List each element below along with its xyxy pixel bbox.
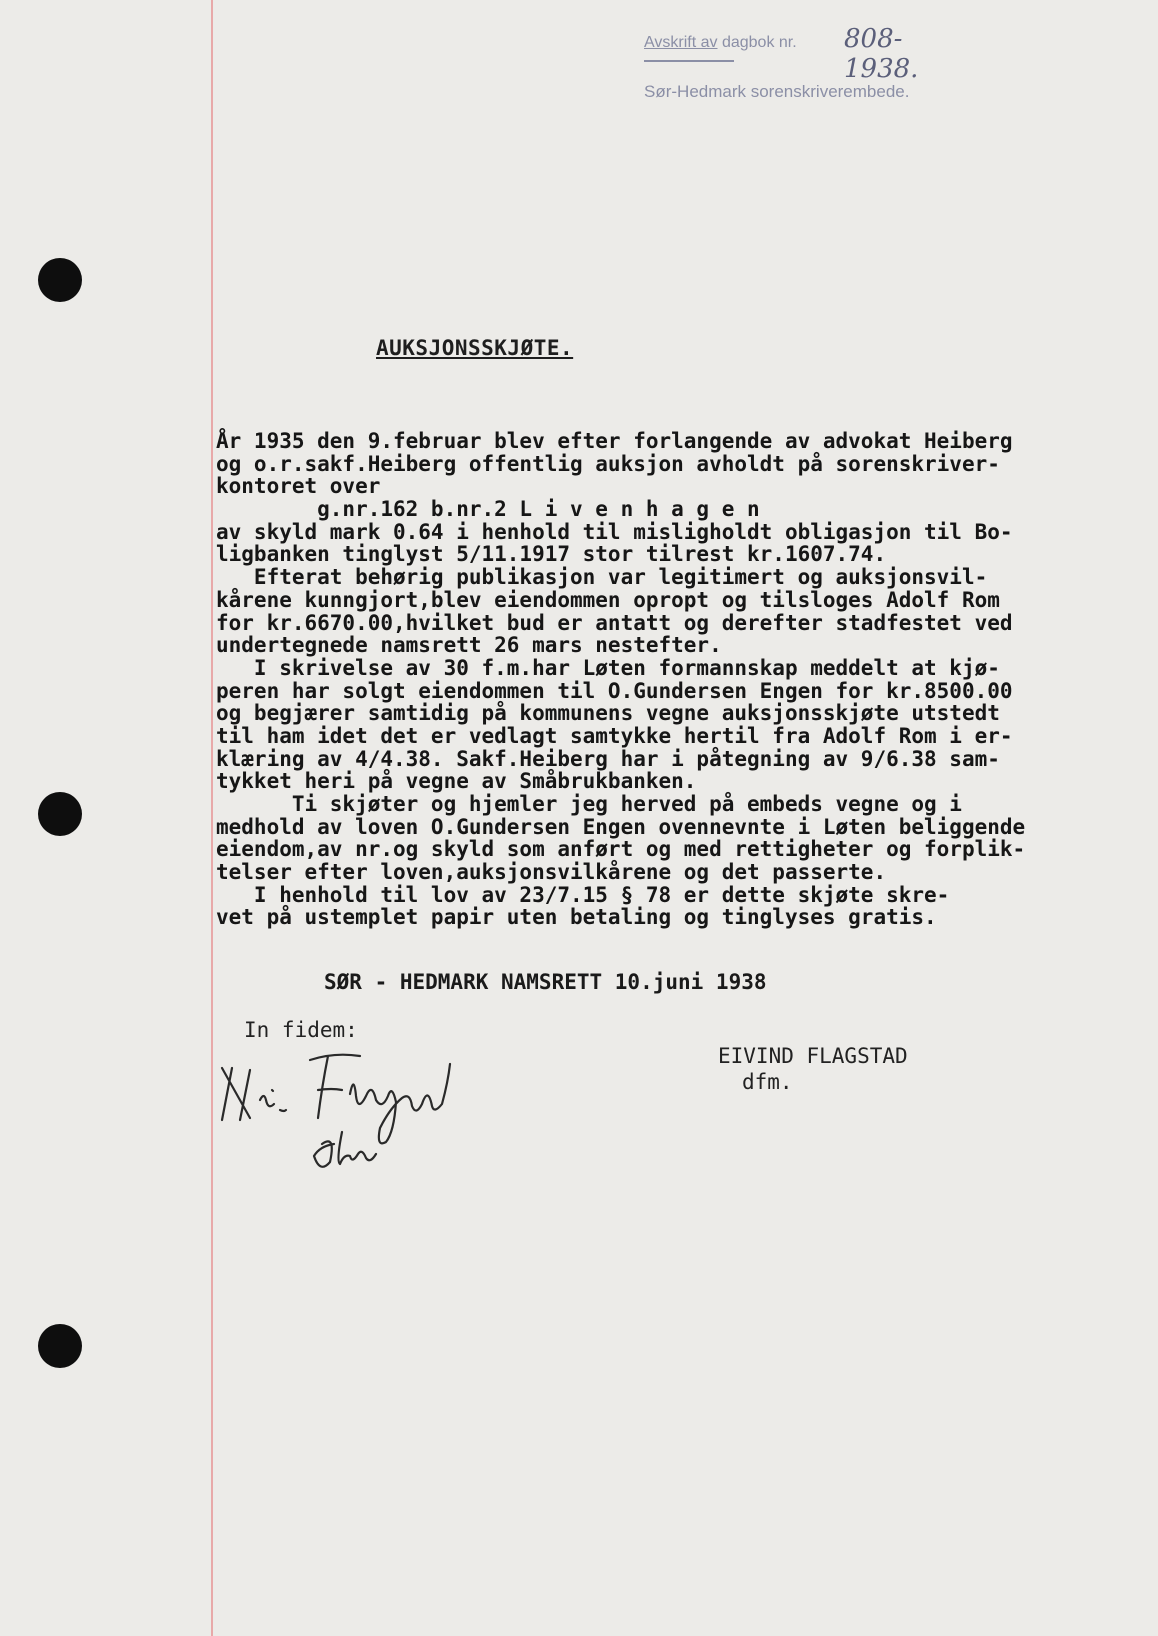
stamp-line-1: Avskrift av dagbok nr.: [644, 34, 797, 51]
body-line: medhold av loven O.Gundersen Engen ovennevnte i Løten beliggende: [216, 814, 1026, 839]
body-line: kontoret over: [216, 474, 381, 499]
document-title: AUKSJONSSKJØTE.: [376, 336, 574, 360]
body-line: vet på ustemplet papir uten betaling og tinglyses gratis.: [216, 905, 937, 930]
body-line: klæring av 4/4.38. Sakf.Heiberg har i påtegning av 9/6.38 sam-: [216, 746, 1000, 771]
archive-stamp: [644, 24, 974, 110]
court-line: SØR - HEDMARK NAMSRETT 10.juni 1938: [324, 970, 767, 994]
body-line: telser efter loven,auksjonsvilkårene og det passerte.: [216, 860, 887, 885]
stamp-line-2: Sør-Hedmark sorenskriverembede.: [644, 82, 910, 101]
handwritten-signature: [210, 1050, 530, 1170]
in-fidem: In fidem:: [244, 1018, 358, 1042]
punch-hole-middle: [38, 792, 82, 836]
body-line: I henhold til lov av 23/7.15 § 78 er dette skjøte skre-: [216, 882, 950, 907]
stamp-strike: [644, 60, 734, 62]
body-line: År 1935 den 9.februar blev efter forlangende av advokat Heiberg: [216, 429, 1013, 453]
body-line: Ti skjøter og hjemler jeg herved på embeds vegne og i: [216, 792, 962, 816]
body-line: til ham idet det er vedlagt samtykke hertil fra Adolf Rom i er-: [216, 723, 1013, 748]
body-line: undertegnede namsrett 26 mars nestefter.: [216, 633, 722, 658]
body-line: peren har solgt eiendommen til O.Gundersen Engen for kr.8500.00: [216, 678, 1013, 703]
punch-hole-top: [38, 258, 82, 302]
signer-name: EIVIND FLAGSTAD: [718, 1044, 908, 1068]
body-line: I skrivelse av 30 f.m.har Løten formannskap meddelt at kjø-: [216, 655, 1000, 680]
punch-hole-bottom: [38, 1324, 82, 1368]
stamp-handwritten-number: 808-1938.: [844, 24, 919, 84]
document-body: [216, 430, 1116, 929]
body-line: g.nr.162 b.nr.2 L i v e n h a g e n: [216, 497, 760, 522]
body-line: ligbanken tinglyst 5/11.1917 stor tilrest kr.1607.74.: [216, 542, 887, 567]
body-line: for kr.6670.00,hvilket bud er antatt og derefter stadfestet ved: [216, 610, 1013, 635]
body-line: og o.r.sakf.Heiberg offentlig auksjon avholdt på sorenskriver-: [216, 451, 1000, 476]
signer-block: [718, 1043, 908, 1095]
signer-title: dfm.: [742, 1070, 793, 1094]
margin-line: [211, 0, 213, 1636]
body-line: tykket heri på vegne av Småbrukbanken.: [216, 769, 697, 794]
body-line: av skyld mark 0.64 i henhold til misligholdt obligasjon til Bo-: [216, 519, 1013, 544]
body-line: kårene kunngjort,blev eiendommen opropt og tilsloges Adolf Rom: [216, 587, 1000, 612]
body-line: eiendom,av nr.og skyld som anført og med rettigheter og forplik-: [216, 837, 1026, 862]
body-line: Efterat behørig publikasjon var legitimert og auksjonsvil-: [216, 565, 988, 590]
body-line: og begjærer samtidig på kommunens vegne auksjonsskjøte utstedt: [216, 701, 1000, 726]
